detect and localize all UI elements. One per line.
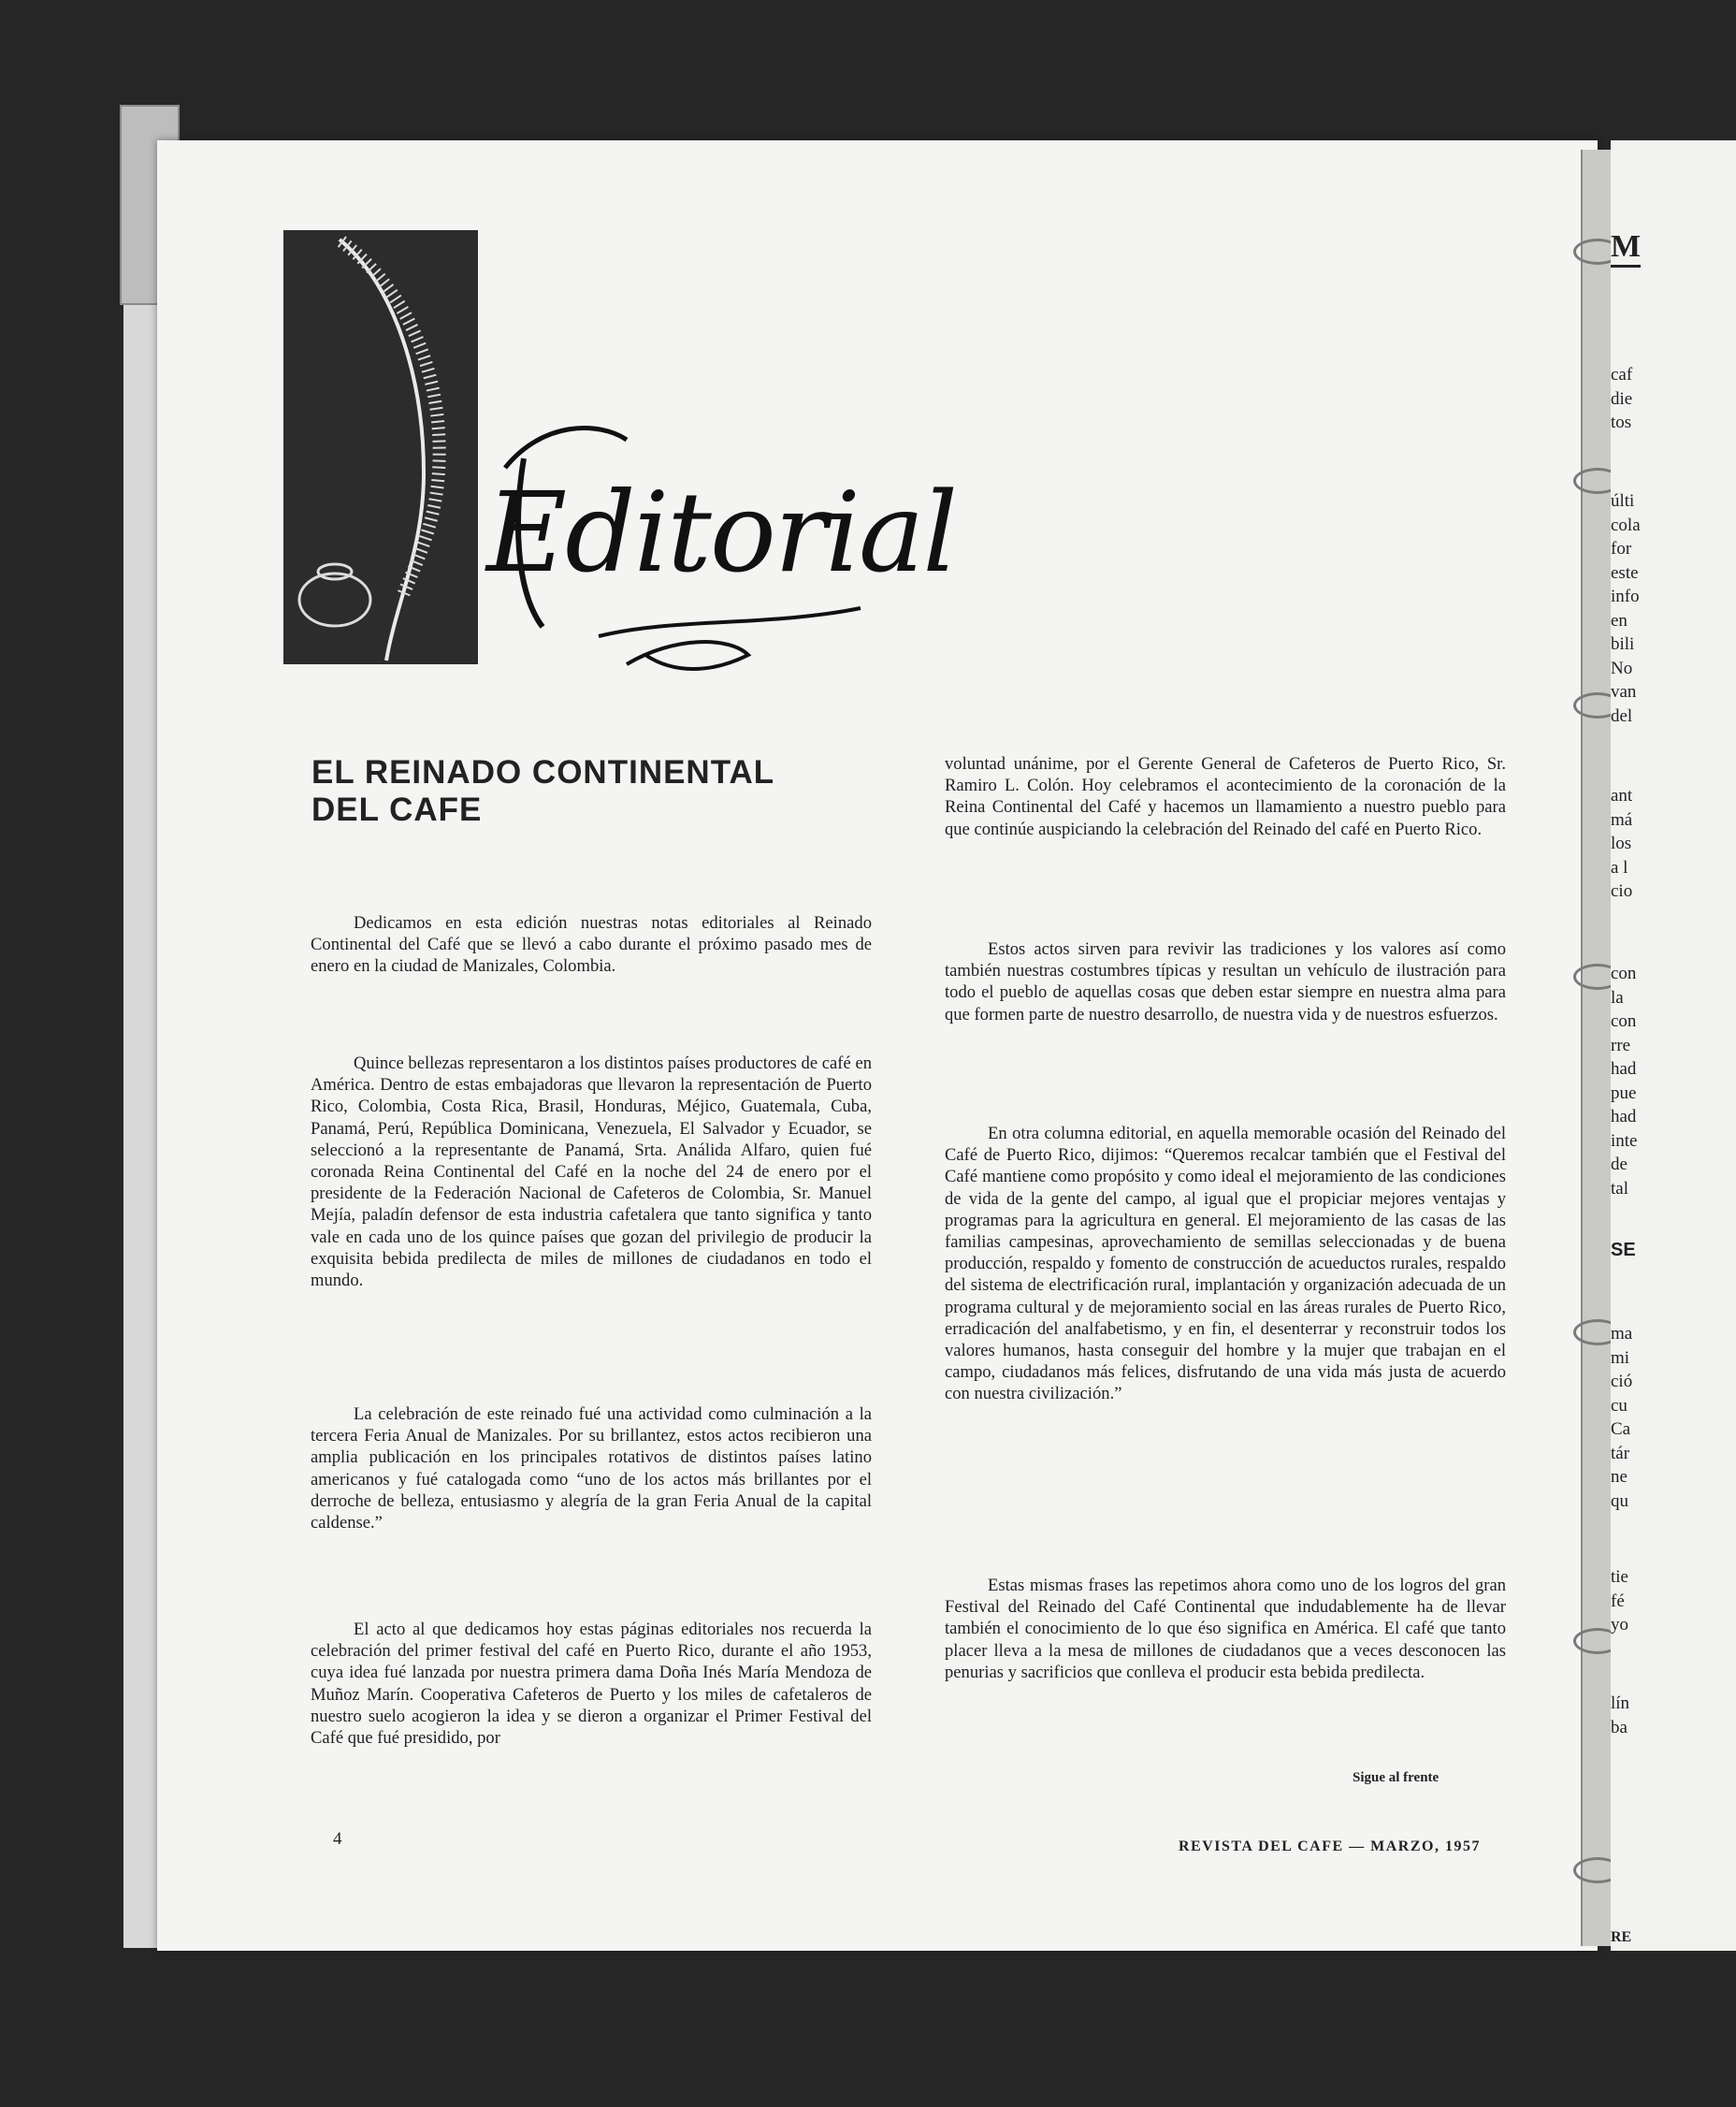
facing-page-line: inte <box>1611 1130 1638 1151</box>
editorial-logo-word: Editorial <box>486 468 957 597</box>
headline-line-2: DEL CAFE <box>311 792 483 828</box>
right-column-p2 <box>945 938 1506 1025</box>
facing-page-line: ne <box>1611 1467 1628 1487</box>
facing-page-line: pue <box>1611 1083 1637 1103</box>
facing-page-line: van <box>1611 682 1637 702</box>
facing-page-line: los <box>1611 834 1632 853</box>
facing-page-line: yo <box>1611 1615 1628 1635</box>
facing-page-line: má <box>1611 809 1633 830</box>
facing-page <box>1611 140 1736 1951</box>
quill-feather-icon <box>283 230 478 664</box>
facing-page-line: tal <box>1611 1178 1628 1199</box>
left-column-p2 <box>311 1053 872 1291</box>
facing-page-line: cola <box>1611 515 1641 535</box>
facing-page-line: info <box>1611 587 1640 606</box>
facing-page-footer: RE <box>1611 1929 1632 1945</box>
paragraph: El acto al que dedicamos hoy estas páginas editoriales nos recuerda la celebración del primer festival del café en Puerto Rico, durante el año 1953, cuya idea fué lanzada por nuestra primera dama Doña Inés María Mendoza de Muñoz Marín. Cooperativa Cafeteros de Puerto y los miles de cafetaleros de nuestro suelo acogieron la idea y se dieron a organizar el Primer Festival del Café que fué presidido, por <box>311 1620 872 1749</box>
facing-page-line: con <box>1611 964 1637 983</box>
paragraph: Dedicamos en esta edición nuestras notas editoriales al Reinado Continental del Café que se llevó a cabo durante el próximo pasado mes de enero en la ciudad de Manizales, Colombia. <box>311 913 872 977</box>
facing-page-line: qu <box>1611 1490 1628 1511</box>
facing-page-line: lín <box>1611 1693 1630 1713</box>
paragraph: Quince bellezas representaron a los distintos países productores de café en América. Dentro de estas embajadoras que llevaron la representación de Puerto Rico, Colombia, Costa Rica, Brasil, Honduras, Méjico, Guatemala, Cuba, Panamá, Perú, República Dominicana, Venezuela, El Salvador y Ecuador, se seleccionó a la representante de Panamá, Srta. Análida Alfaro, quien fué coronada Reina Continental del Café en la noche del 24 de enero por el presidente de la Federación Nacional de Cafeteros de Colombia, Sr. Manuel Mejía, paladín defensor de esta industria cafetalera que tanto significa y tanto vale en cada uno de los quince países que gozan del privilegio de producir la exquisita bebida predilecta de miles de millones de ciudadanos en todo el mundo. <box>311 1054 872 1291</box>
right-column-p1 <box>945 753 1506 840</box>
left-column-p1 <box>311 912 872 978</box>
facing-page-line: en <box>1611 610 1628 631</box>
paragraph: Estos actos sirven para revivir las tradiciones y los valores así como también nuestras costumbres típicas y resultan un vehículo de ilustración para todo el pueblo de aquellas cosas que deben estar siempre en nuestra alma para que formen parte de nuestro desarrollo, de nuestra vida y de nuestros esfuerzos. <box>945 939 1506 1024</box>
facing-page-line: últi <box>1611 491 1635 511</box>
right-column-p4 <box>945 1575 1506 1683</box>
facing-page-line: de <box>1611 1155 1628 1174</box>
left-column-p3 <box>311 1403 872 1533</box>
facing-page-line: cio <box>1611 881 1633 901</box>
binder-edge <box>123 105 162 1948</box>
facing-page-line: Ca <box>1611 1419 1631 1439</box>
facing-page-line: No <box>1611 658 1633 678</box>
facing-page-line: tár <box>1611 1443 1630 1463</box>
headline-line-1: EL REINADO CONTINENTAL <box>311 754 775 791</box>
facing-page-line: a l <box>1611 857 1628 878</box>
facing-page-line: ba <box>1611 1717 1628 1737</box>
facing-page-line: rre <box>1611 1035 1631 1055</box>
article-headline <box>311 754 774 829</box>
paragraph: voluntad unánime, por el Gerente General de Cafeteros de Puerto Rico, Sr. Ramiro L. Colón. Hoy celebramos el acontecimiento de la coronación de la Reina Continental del Café y hacemos un llamamiento a nuestro pueblo para que continúe auspiciando la celebración del Reinado del café en Puerto Rico. <box>945 754 1506 839</box>
facing-page-line: ció <box>1611 1372 1633 1391</box>
facing-page-line: die <box>1611 388 1633 409</box>
continued-note: Sigue al frente <box>1353 1770 1439 1785</box>
facing-page-line: fé <box>1611 1591 1625 1611</box>
running-footer: REVISTA DEL CAFE — MARZO, 1957 <box>1179 1838 1481 1854</box>
facing-page-line: cu <box>1611 1395 1628 1416</box>
facing-page-line: este <box>1611 562 1639 583</box>
binder-spine <box>1581 150 1613 1946</box>
facing-page-line: had <box>1611 1107 1637 1126</box>
facing-page-line: for <box>1611 539 1632 559</box>
facing-page-line: had <box>1611 1059 1637 1079</box>
facing-page-line: mi <box>1611 1347 1630 1368</box>
left-column-p4 <box>311 1619 872 1749</box>
page-number: 4 <box>333 1829 342 1849</box>
facing-page-line: ma <box>1611 1324 1633 1344</box>
facing-page-line: la <box>1611 987 1624 1008</box>
facing-page-line: caf <box>1611 365 1633 385</box>
facing-page-title: M <box>1611 229 1641 268</box>
facing-page-line: bili <box>1611 634 1635 654</box>
facing-page-line: del <box>1611 705 1633 726</box>
facing-page-line: tos <box>1611 413 1632 432</box>
paragraph: Estas mismas frases las repetimos ahora como uno de los logros del gran Festival del Reinado del Café Continental que indudablemente ha de llevar también el conocimiento de lo que éso significa en América. El café que tanto placer lleva a la mesa de millones de ciudadanos que a veces desconocen las penurias y sacrificios que conlleva el producir esta bebida predilecta. <box>945 1576 1506 1682</box>
facing-page-line: con <box>1611 1011 1637 1031</box>
paragraph: En otra columna editorial, en aquella memorable ocasión del Reinado del Café de Puerto Rico, dijimos: “Queremos recalcar también que el Festival del Café mantiene como propósito y como ideal el mejoramiento de las condiciones de vida de la gente del campo, al igual que el propiciar mejores ventajas y programas para la agricultura en general. El mejoramiento de las casas de las familias campesinas, aprovechamiento de semillas seleccionadas y de buena producción, respaldo y fomento de construcción de acueductos rurales, respaldo del sistema de electrificación rural, implantación y organización adecuada de un programa cultural y de mejoramiento social en las áreas rurales de Puerto Rico, erradicación del analfabetismo, y en fin, el desenterrar y reconstruir todos los valores humanos, hasta conseguir del hombre y la mujer que trabajan en el campo, ciudadanos más felices, disfrutando de una vida más justa de acuerdo con nuestra civilización.” <box>945 1124 1506 1404</box>
right-column-p3 <box>945 1123 1506 1405</box>
facing-page-line: ant <box>1611 786 1633 806</box>
quill-illustration <box>283 230 478 664</box>
facing-page-subhead: SE <box>1611 1240 1636 1260</box>
facing-page-line: tie <box>1611 1567 1628 1587</box>
paragraph: La celebración de este reinado fué una actividad como culminación a la tercera Feria Anual de Manizales. Por su brillantez, estos actos recibieron una amplia publicación en los principales rotativos de distintos países latino americanos y fué catalogada como “uno de los actos más brillantes por el derroche de belleza, entusiasmo y alegría de la gran Feria Anual de la capital caldense.” <box>311 1404 872 1533</box>
